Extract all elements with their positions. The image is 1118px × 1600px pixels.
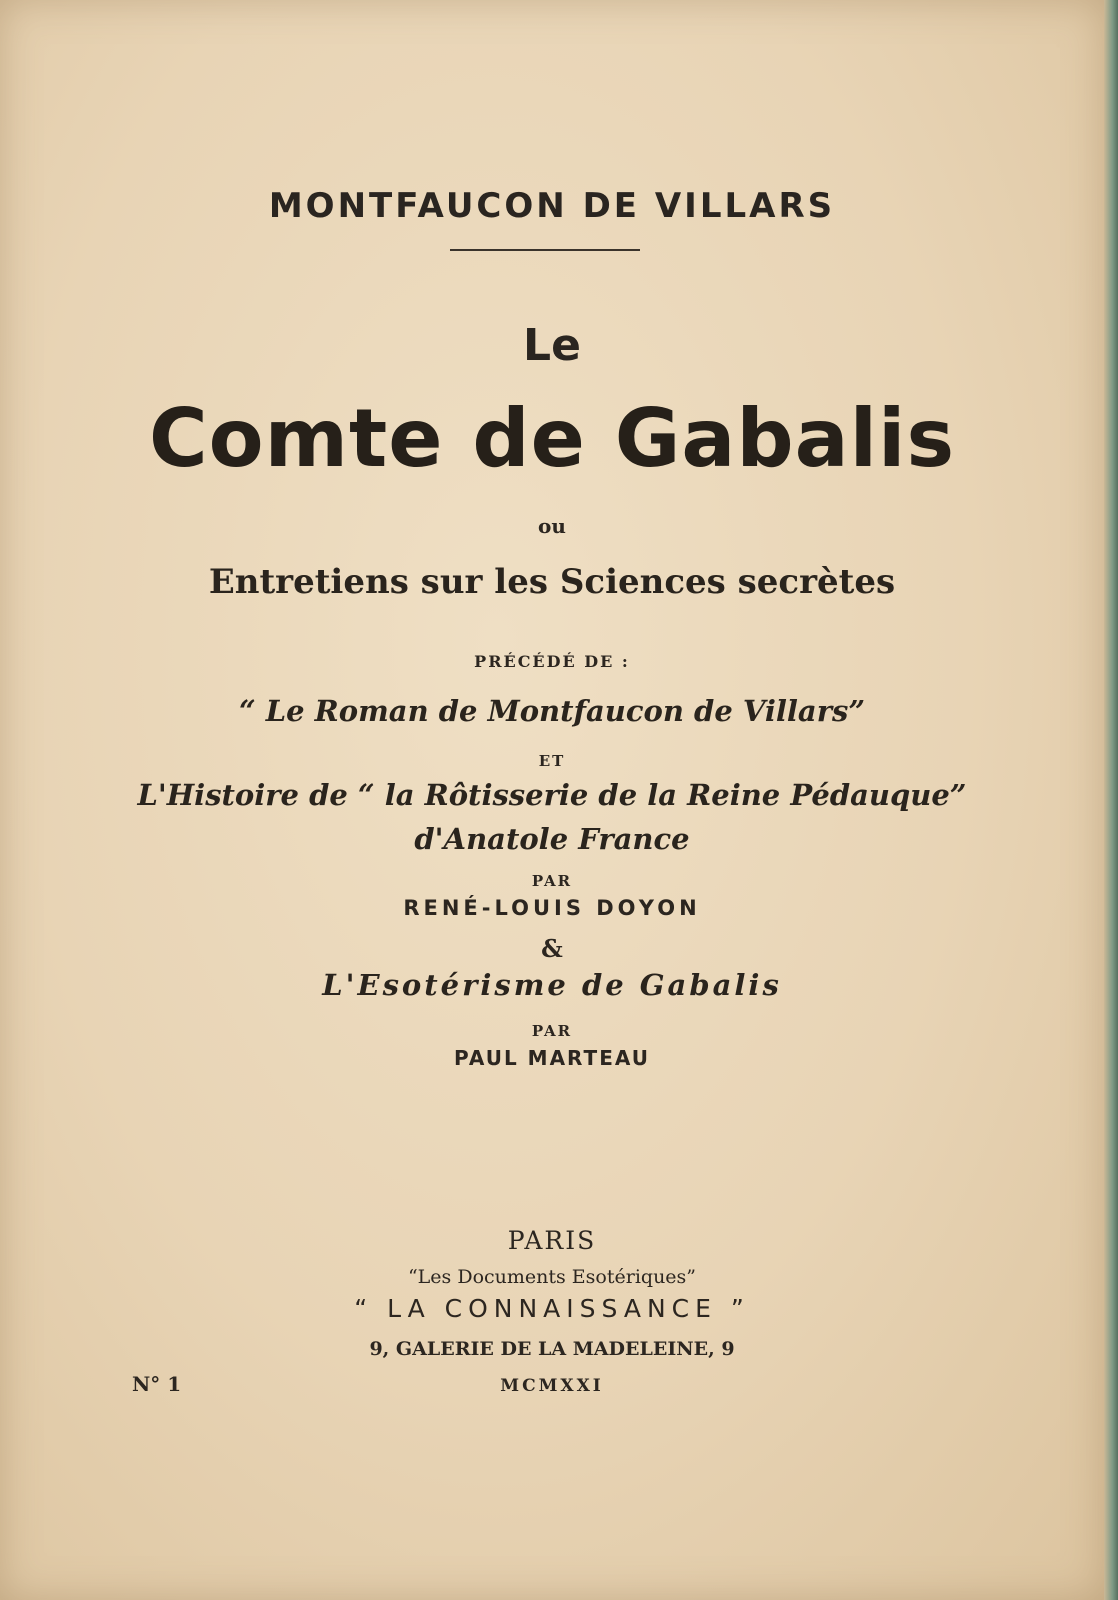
work-histoire: L'Histoire de “ la Rôtisserie de la Reine Pédauque”: [137, 778, 967, 812]
work-roman: “ Le Roman de Montfaucon de Villars”: [238, 694, 866, 728]
ampersand: &: [541, 934, 563, 963]
imprint-year: MCMXXI: [500, 1376, 604, 1396]
imprint-series: “Les Documents Esotériques”: [407, 1266, 697, 1288]
subtitle: Entretiens sur les Sciences secrètes: [208, 562, 896, 602]
imprint-address: 9, GALERIE DE LA MADELEINE, 9: [369, 1338, 735, 1360]
title-prefix: Le: [523, 320, 581, 371]
work-histoire-author: d'Anatole France: [414, 822, 690, 856]
preceded-by-label: PRÉCÉDÉ DE :: [474, 652, 630, 671]
by-label-1: PAR: [531, 872, 573, 890]
author-divider: [450, 249, 640, 251]
spine-edge: [1104, 0, 1118, 1600]
and-label: ET: [538, 752, 566, 770]
main-title: Comte de Gabalis: [148, 392, 956, 485]
by-label-2: PAR: [531, 1022, 573, 1040]
editor-marteau: PAUL MARTEAU: [454, 1046, 650, 1070]
imprint-publisher: “ LA CONNAISSANCE ”: [354, 1294, 750, 1323]
editor-doyon: RENÉ-LOUIS DOYON: [403, 896, 701, 920]
author-name: MONTFAUCON DE VILLARS: [268, 186, 836, 226]
imprint-city: PARIS: [507, 1226, 597, 1255]
work-esoterisme: L'Esotérisme de Gabalis: [322, 968, 782, 1002]
title-connector: ou: [538, 514, 566, 538]
volume-number: N° 1: [132, 1372, 182, 1396]
